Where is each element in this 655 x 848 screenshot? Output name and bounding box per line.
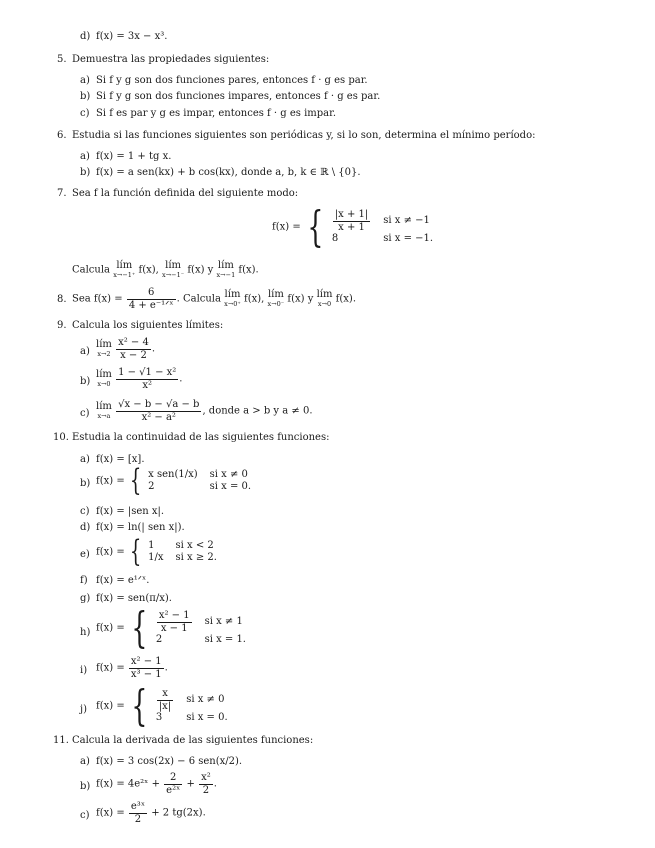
condition: si x ≠ 0: [209, 469, 248, 480]
lim-sub: x→0⁻: [267, 300, 285, 309]
numerator: |x + 1|: [334, 209, 369, 220]
item-letter: c): [80, 810, 90, 821]
case-value: 2: [148, 481, 155, 492]
text: + 2 tg(2x).: [151, 807, 206, 819]
formula: f(x) = 3x − x³.: [96, 31, 168, 42]
text: Sea f(x) =: [72, 293, 123, 305]
fraction: [127, 287, 176, 311]
item-letter: a): [80, 75, 90, 86]
case-value: x sen(1/x): [148, 469, 198, 480]
fraction: [116, 399, 201, 423]
question-text-5: Demuestra las propiedades siguientes:: [72, 54, 270, 65]
numerator: √x − b − √a − b: [118, 399, 200, 410]
question-text-8: [72, 287, 356, 311]
limit: [217, 261, 236, 279]
formula-lhs: f(x) =: [96, 475, 125, 487]
lim-sub: x→0: [97, 380, 111, 389]
question-text-10: Estudia la continuidad de las siguientes funciones:: [72, 432, 330, 443]
fraction: [129, 801, 147, 825]
item-text: Si f es par y g es impar, entonces f · g es impar.: [96, 108, 336, 119]
lim-label: lím: [96, 401, 112, 413]
limit: [317, 290, 333, 308]
item-letter: e): [80, 549, 90, 560]
fraction: [129, 656, 164, 680]
limits-line: [72, 261, 259, 279]
denominator: |x|: [158, 700, 172, 712]
item-letter: b): [80, 376, 91, 387]
condition: si x = −1.: [383, 233, 434, 244]
item-letter: d): [80, 522, 91, 533]
item-letter: a): [80, 346, 90, 357]
piecewise-definition: [272, 202, 443, 251]
cases: [154, 688, 238, 724]
denominator: x − 1: [160, 622, 188, 634]
cases: [146, 540, 227, 564]
limit-expression: lím x→0 $\frac{\text{1 − √1 − x²}}{\text{x²}}$ .: [96, 367, 183, 391]
item-letter: h): [80, 627, 91, 638]
numerator: e³ˣ: [130, 801, 146, 812]
denominator: x − 2: [120, 349, 147, 361]
fraction: [116, 367, 178, 391]
lim-label: lím: [267, 289, 284, 301]
lim-sub: x→−1⁻: [162, 271, 185, 279]
text: f(x) = 4e²ˣ +: [96, 778, 160, 790]
question-text-6: Estudia si las funciones siguientes son periódicas y, si lo son, determina el mínimo período:: [72, 130, 536, 141]
question-number-10: 10.: [53, 432, 69, 443]
numerator: x: [157, 688, 173, 701]
case-value: 1/x: [148, 552, 164, 563]
text: . Calcula: [176, 293, 221, 305]
left-brace: {: [131, 603, 148, 652]
text: Calcula: [72, 264, 111, 276]
lim-label: lím: [316, 289, 333, 301]
item-letter: f): [80, 575, 88, 586]
formula: f(x) = ln(| sen x|).: [96, 522, 185, 533]
condition: si x < 2: [175, 540, 214, 551]
case-value: 2: [155, 634, 163, 645]
item-letter: i): [80, 665, 88, 676]
lim-sub: x→−1⁺: [113, 271, 136, 279]
item-letter: a): [80, 151, 90, 162]
denominator: 4 + e⁻¹ᐟˣ: [128, 299, 174, 311]
denominator: 2: [134, 813, 142, 825]
item-letter: b): [80, 91, 91, 102]
lim-label: lím: [96, 369, 112, 381]
question-number-8: 8.: [57, 294, 67, 305]
item-letter: b): [80, 781, 91, 792]
limit-expression: [96, 399, 313, 423]
formula-lhs: f(x) =: [96, 622, 125, 634]
fraction: [164, 772, 182, 796]
piecewise-formula: [96, 534, 227, 569]
text: f(x).: [238, 264, 259, 276]
cases: [330, 209, 443, 245]
formula: f(x) = 1 + tg x.: [96, 151, 172, 162]
left-brace: {: [307, 202, 324, 251]
formula: f(x) = 4e²ˣ + $\frac{2}{\text{e²ˣ}}$ + $\frac{\text{x²}}{2}$ .: [96, 772, 217, 796]
formula: f(x) = 3 cos(2x) − 6 sen(x/2).: [96, 756, 243, 767]
formula-lhs: f(x) =: [96, 807, 125, 819]
numerator: x² − 1: [158, 610, 190, 621]
case-value: 3: [155, 712, 163, 723]
fraction: [116, 337, 151, 361]
formula: f(x) = [x].: [96, 454, 145, 465]
question-text-11: Calcula la derivada de las siguientes funciones:: [72, 735, 314, 746]
formula: f(x) = sen(π/x).: [96, 593, 172, 604]
left-brace: {: [131, 681, 148, 730]
item-letter: b): [80, 478, 91, 489]
formula-lhs: f(x) =: [272, 221, 301, 233]
question-text-7: Sea f la función definida del siguiente modo:: [72, 188, 299, 199]
item-letter: a): [80, 454, 90, 465]
item-text: Si f y g son dos funciones pares, entonces f · g es par.: [96, 75, 368, 86]
formula: f(x) = |sen x|.: [96, 506, 165, 517]
question-number-11: 11.: [53, 735, 69, 746]
denominator: x³ − 1: [130, 668, 162, 680]
numerator: x² − 4: [118, 337, 149, 348]
text: f(x),: [244, 293, 265, 305]
lim-label: lím: [217, 260, 234, 271]
denominator: e²ˣ: [166, 784, 181, 796]
lim-sub: x→2: [97, 350, 111, 359]
question-number-6: 6.: [57, 130, 67, 141]
condition: si x = 0.: [209, 481, 252, 492]
condition: si x ≠ −1: [383, 215, 430, 226]
numerator: 1 − √1 − x²: [118, 367, 177, 378]
item-letter: d): [80, 31, 91, 42]
text: , donde a > b y a ≠ 0.: [202, 405, 313, 417]
numerator: x² − 1: [130, 656, 162, 667]
lim-sub: x→0: [317, 300, 332, 309]
formula-lhs: f(x) =: [96, 700, 125, 712]
text: f(x),: [138, 264, 159, 276]
piecewise-formula: [96, 603, 256, 652]
denominator: x² − a²: [141, 411, 176, 423]
numerator: 6: [127, 287, 176, 300]
item-text: Si f y g son dos funciones impares, entonces f · g es par.: [96, 91, 381, 102]
numerator: 2: [164, 772, 182, 785]
item-letter: g): [80, 593, 91, 604]
condition: si x ≠ 1: [204, 616, 243, 627]
case-value: 1: [148, 540, 155, 551]
piecewise-formula: [96, 463, 261, 498]
text: f(x) y: [187, 264, 214, 276]
text: f(x) y: [287, 293, 314, 305]
condition: si x = 0.: [186, 712, 228, 723]
item-letter: b): [80, 167, 91, 178]
lim-label: lím: [116, 260, 133, 271]
lim-sub: x→a: [97, 412, 111, 421]
formula: f(x) = e¹ᐟˣ.: [96, 575, 150, 586]
formula: f(x) = a sen(kx) + b cos(kx), donde a, b, k ∈ ℝ \ {0}.: [96, 167, 361, 178]
fraction: [199, 772, 213, 796]
lim-label: lím: [165, 260, 182, 271]
item-letter: a): [80, 756, 90, 767]
lim-sub: x→−1: [216, 271, 236, 279]
question-number-5: 5.: [57, 54, 67, 65]
case-value: 8: [331, 233, 339, 244]
lim-label: lím: [96, 339, 112, 351]
limit: [96, 340, 112, 358]
limit-expression: lím x→2 $\frac{\text{x² − 4}}{x - 2}$ .: [96, 337, 156, 361]
limit: [96, 370, 112, 388]
cases: [154, 610, 256, 646]
denominator: x²: [142, 379, 153, 391]
lim-sub: x→0⁺: [224, 300, 241, 309]
item-letter: c): [80, 108, 90, 119]
limit: [113, 261, 135, 279]
denominator: x + 1: [338, 221, 365, 233]
formula-lhs: f(x) =: [96, 662, 125, 674]
question-text-9: Calcula los siguientes límites:: [72, 320, 224, 331]
limit: [96, 402, 112, 420]
item-letter: j): [80, 704, 88, 715]
left-brace: {: [129, 463, 142, 498]
left-brace: {: [129, 534, 142, 569]
denominator: 2: [202, 784, 210, 796]
condition: si x ≥ 2.: [175, 552, 217, 563]
condition: si x = 1.: [204, 634, 246, 645]
item-letter: c): [80, 408, 90, 419]
question-number-7: 7.: [57, 188, 67, 199]
text: f(x).: [335, 293, 356, 305]
formula: [96, 801, 206, 825]
formula: f(x) = $\frac{\text{x² − 1}}{\text{x³ − 1}}$ .: [96, 656, 168, 680]
limit: [224, 290, 241, 308]
formula-lhs: f(x) =: [96, 546, 125, 558]
limit: [162, 261, 184, 279]
cases: [146, 469, 261, 493]
question-number-9: 9.: [57, 320, 67, 331]
condition: si x ≠ 0: [186, 694, 225, 705]
numerator: x²: [201, 772, 211, 783]
piecewise-formula: [96, 681, 238, 730]
limit: [268, 290, 285, 308]
lim-label: lím: [224, 289, 241, 301]
item-letter: c): [80, 506, 90, 517]
